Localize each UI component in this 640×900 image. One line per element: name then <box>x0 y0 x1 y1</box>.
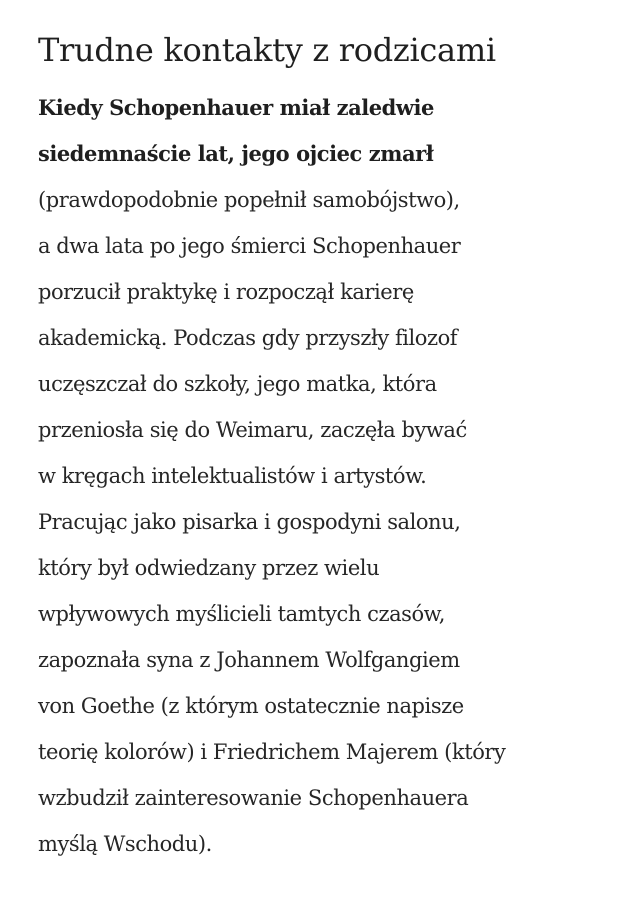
paragraph-line: który był odwiedzany przez wielu <box>38 556 380 580</box>
article <box>38 0 623 867</box>
paragraph-line: wzbudził zainteresowanie Schopenhauera <box>38 786 469 810</box>
paragraph-line: teorię kolorów) i Friedrichem Majerem (który <box>38 740 506 764</box>
paragraph-line: akademicką. Podczas gdy przyszły filozof <box>38 326 458 350</box>
paragraph-line: von Goethe (z którym ostatecznie napisze <box>38 694 464 718</box>
article-paragraph <box>38 85 623 867</box>
paragraph-line: uczęszczał do szkoły, jego matka, która <box>38 372 437 396</box>
lead-line: siedemnaście lat, jego ojciec zmarł <box>38 141 434 166</box>
paragraph-line: porzucił praktykę i rozpoczął karierę <box>38 280 414 304</box>
paragraph-line: myślą Wschodu). <box>38 832 212 856</box>
section-heading: Trudne kontakty z rodzicami <box>38 31 496 69</box>
lead-line: Kiedy Schopenhauer miał zaledwie <box>38 95 434 120</box>
paragraph-line: (prawdopodobnie popełnił samobójstwo), <box>38 188 460 212</box>
paragraph-line: w kręgach intelektualistów i artystów. <box>38 464 427 488</box>
paragraph-line: Pracując jako pisarka i gospodyni salonu, <box>38 510 461 534</box>
paragraph-line: przeniosła się do Weimaru, zaczęła bywać <box>38 418 467 442</box>
paragraph-line: a dwa lata po jego śmierci Schopenhauer <box>38 234 461 258</box>
paragraph-line: wpływowych myślicieli tamtych czasów, <box>38 602 445 626</box>
paragraph-line: zapoznała syna z Johannem Wolfgangiem <box>38 648 460 672</box>
